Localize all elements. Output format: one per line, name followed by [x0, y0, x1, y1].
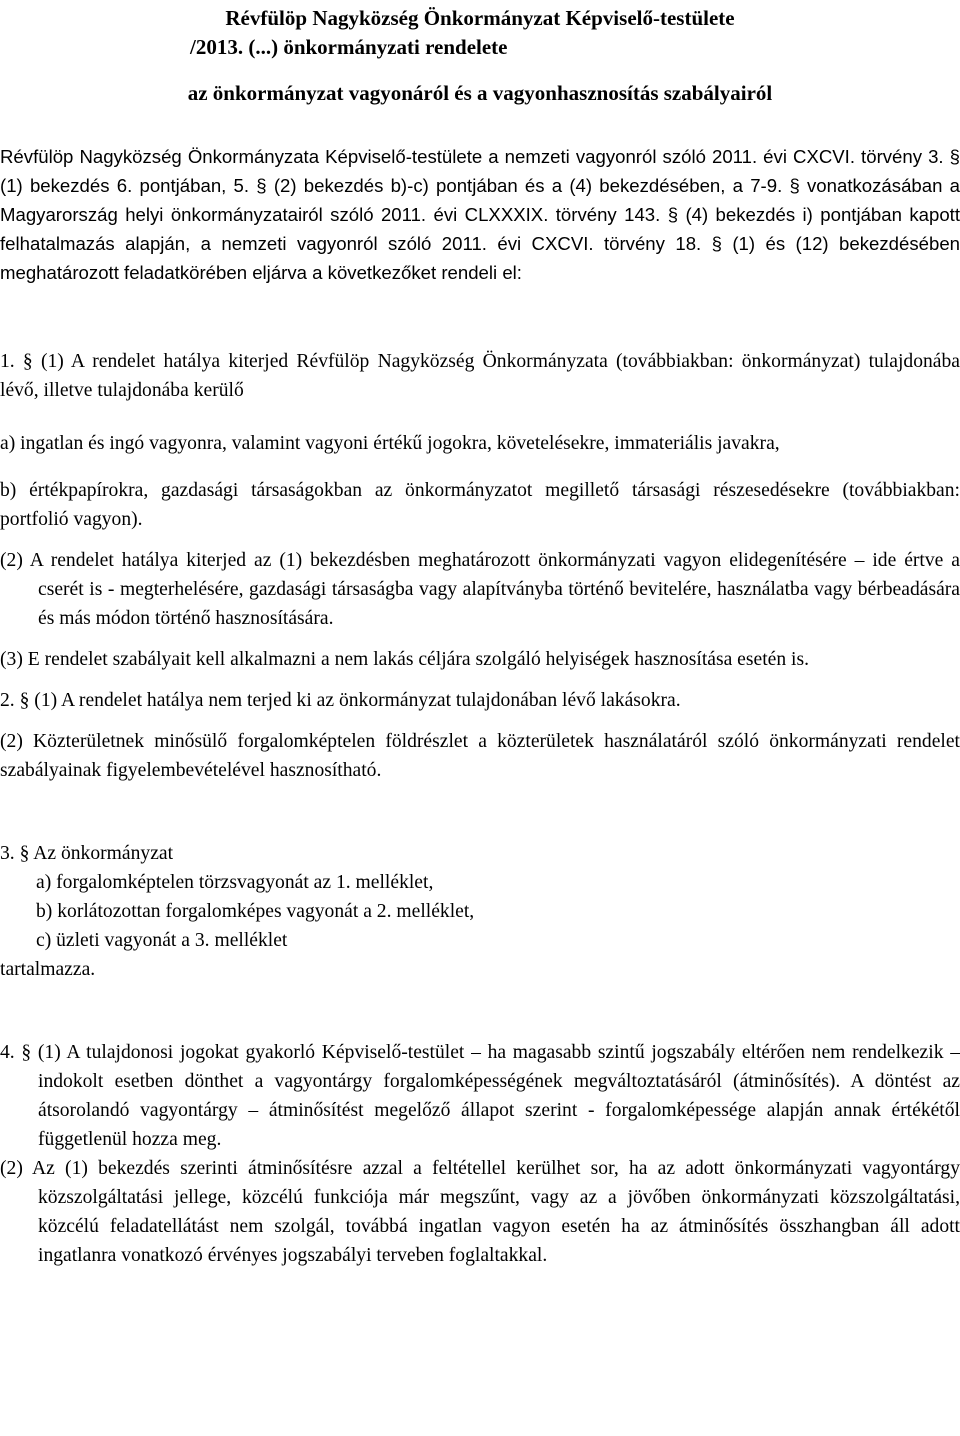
- preamble-paragraph: Révfülöp Nagyközség Önkormányzata Képviselő-testülete a nemzeti vagyonról szóló 2011. évi CXCVI. törvény 3. § (1) bekezdés 6. pontjában, 5. § (2) bekezdés b)-c) pontjában és a (4) bekezdésében, a 7-9. § vonatkozásában a Magyarország helyi önkormányzatairól szóló 2011. évi CLXXXIX. törvény 143. § (4) bekezdés i) pontjában kapott felhatalmazás alapján, a nemzeti vagyonról szóló 2011. évi CXCVI. törvény 18. § (1) és (12) bekezdésében meghatározott feladatkörében eljárva a következőket rendeli el:: [0, 146, 960, 283]
- section-1-paragraph-2: (2) A rendelet hatálya kiterjed az (1) bekezdésben meghatározott önkormányzati vagyon elidegenítésére – ide értve a cserét is - megterhelésére, gazdasági társaságba vagy alapítványba történő bevitelére, használatba vagy bérbeadására és más módon történő hasznosítására.: [0, 550, 960, 629]
- section-4: [0, 1038, 960, 1270]
- section-1-paragraph-3: (3) E rendelet szabályait kell alkalmazni a nem lakás céljára szolgáló helyiségek hasznosítása esetén is.: [0, 649, 809, 670]
- section-2-paragraph-1: 2. § (1) A rendelet hatálya nem terjed ki az önkormányzat tulajdonában lévő lakásokra.: [0, 690, 681, 711]
- section-3-item-b: b) korlátozottan forgalomképes vagyonát a 2. melléklet,: [36, 901, 475, 922]
- section-1-paragraph-1: 1. § (1) A rendelet hatálya kiterjed Révfülöp Nagyközség Önkormányzata (továbbiakban: önkormányzat) tulajdonába lévő, illetve tulajdonába kerülő: [0, 351, 960, 401]
- section-3-intro: 3. § Az önkormányzat: [0, 843, 174, 864]
- section-4-paragraph-2: (2) Az (1) bekezdés szerinti átminősítésre azzal a feltétellel kerülhet sor, ha az adott önkormányzati vagyontárgy közszolgáltatási jellege, közcélú funkciója már megszűnt, vagy az a jövőben önkormányzati közszolgáltatási, közcélú feladatellátást nem szolgál, továbbá ingatlan vagyon esetén ha az átminősítés összhangban áll adott ingatlanra vonatkozó érvényes jogszabályi terveben foglaltakkal.: [0, 1158, 960, 1266]
- document-header: [0, 4, 960, 108]
- section-1-item-b: b) értékpapírokra, gazdasági társaságokban az önkormányzatot megillető társasági részesedésekre (továbbiakban: portfolió vagyon).: [0, 480, 960, 530]
- section-4-paragraph-1: 4. § (1) A tulajdonosi jogokat gyakorló Képviselő-testület – ha magasabb szintű jogszabály eltérően nem rendelkezik – indokolt esetben dönthet a vagyontárgy forgalomképességének megváltoztatásáról (átminősítés). A döntést az átsorolandó vagyontárgy – átminősítést megelőző állapot szerint - forgalomképessége alapján annak értékétől függetlenül hozza meg.: [0, 1042, 960, 1150]
- section-3: [0, 839, 960, 984]
- section-2: [0, 686, 960, 785]
- section-1-item-a: a) ingatlan és ingó vagyonra, valamint vagyoni értékű jogokra, követelésekre, immateriális javakra,: [0, 433, 780, 454]
- section-3-item-a: a) forgalomképtelen törzsvagyonát az 1. melléklet,: [36, 872, 434, 893]
- section-3-item-c: c) üzleti vagyonát a 3. melléklet: [36, 930, 288, 951]
- header-title-line1: Révfülöp Nagyközség Önkormányzat Képviselő-testülete: [225, 6, 735, 30]
- section-2-paragraph-2: (2) Közterületnek minősülő forgalomképtelen földrészlet a közterületek használatáról szóló önkormányzati rendelet szabályainak figyelembevételével hasznosítható.: [0, 731, 960, 781]
- section-3-end: tartalmazza.: [0, 959, 96, 980]
- header-title-line2: /2013. (...) önkormányzati rendelete: [190, 35, 508, 59]
- section-1: [0, 347, 960, 674]
- header-subject: az önkormányzat vagyonáról és a vagyonhasznosítás szabályairól: [187, 81, 773, 105]
